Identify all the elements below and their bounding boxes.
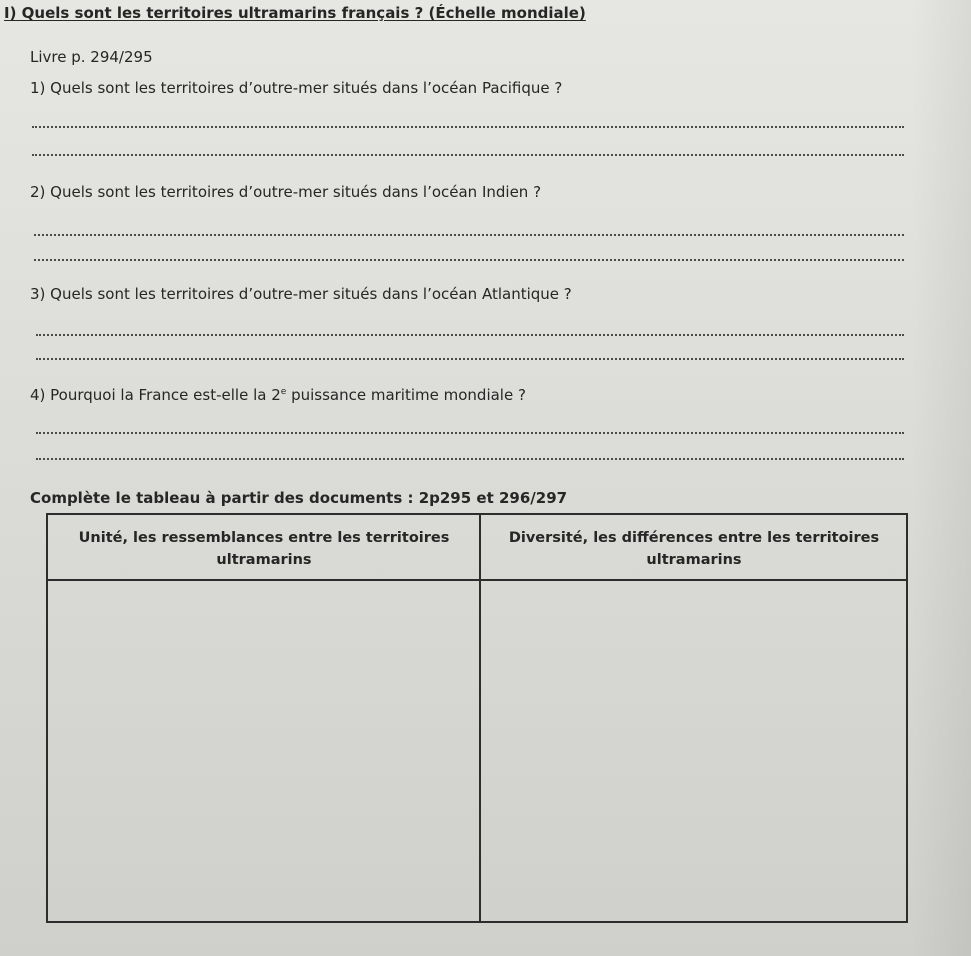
table-cell-diversity[interactable] xyxy=(481,581,906,921)
answer-line-3b[interactable] xyxy=(36,358,904,360)
question-4 xyxy=(30,386,526,404)
question-1: 1) Quels sont les territoires d’outre-mer situés dans l’océan Pacifique ? xyxy=(30,79,563,97)
table-instruction: Complète le tableau à partir des documents : 2p295 et 296/297 xyxy=(30,489,568,507)
question-4-text-start: 4) Pourquoi la France est-elle la 2 xyxy=(30,386,281,404)
book-reference: Livre p. 294/295 xyxy=(30,48,153,66)
comparison-table xyxy=(46,513,908,923)
question-4-text-end: puissance maritime mondiale ? xyxy=(286,386,526,404)
table-header-unity: Unité, les ressemblances entre les territoires ultramarins xyxy=(78,530,450,568)
answer-line-1a[interactable] xyxy=(32,126,904,128)
answer-line-4a[interactable] xyxy=(36,432,904,434)
answer-line-3a[interactable] xyxy=(36,334,904,336)
answer-line-1b[interactable] xyxy=(32,154,904,156)
answer-line-2b[interactable] xyxy=(34,259,904,261)
question-4-superscript: e xyxy=(280,387,287,397)
page-shadow xyxy=(911,0,971,956)
question-3: 3) Quels sont les territoires d’outre-mer situés dans l’océan Atlantique ? xyxy=(30,285,572,303)
answer-line-2a[interactable] xyxy=(34,234,904,236)
table-cell-unity[interactable] xyxy=(48,581,479,921)
question-2: 2) Quels sont les territoires d’outre-mer situés dans l’océan Indien ? xyxy=(30,183,542,201)
table-header-diversity: Diversité, les différences entre les territoires ultramarins xyxy=(508,530,880,568)
answer-line-4b[interactable] xyxy=(36,458,904,460)
worksheet-title: I) Quels sont les territoires ultramarins français ? (Échelle mondiale) xyxy=(4,4,586,22)
